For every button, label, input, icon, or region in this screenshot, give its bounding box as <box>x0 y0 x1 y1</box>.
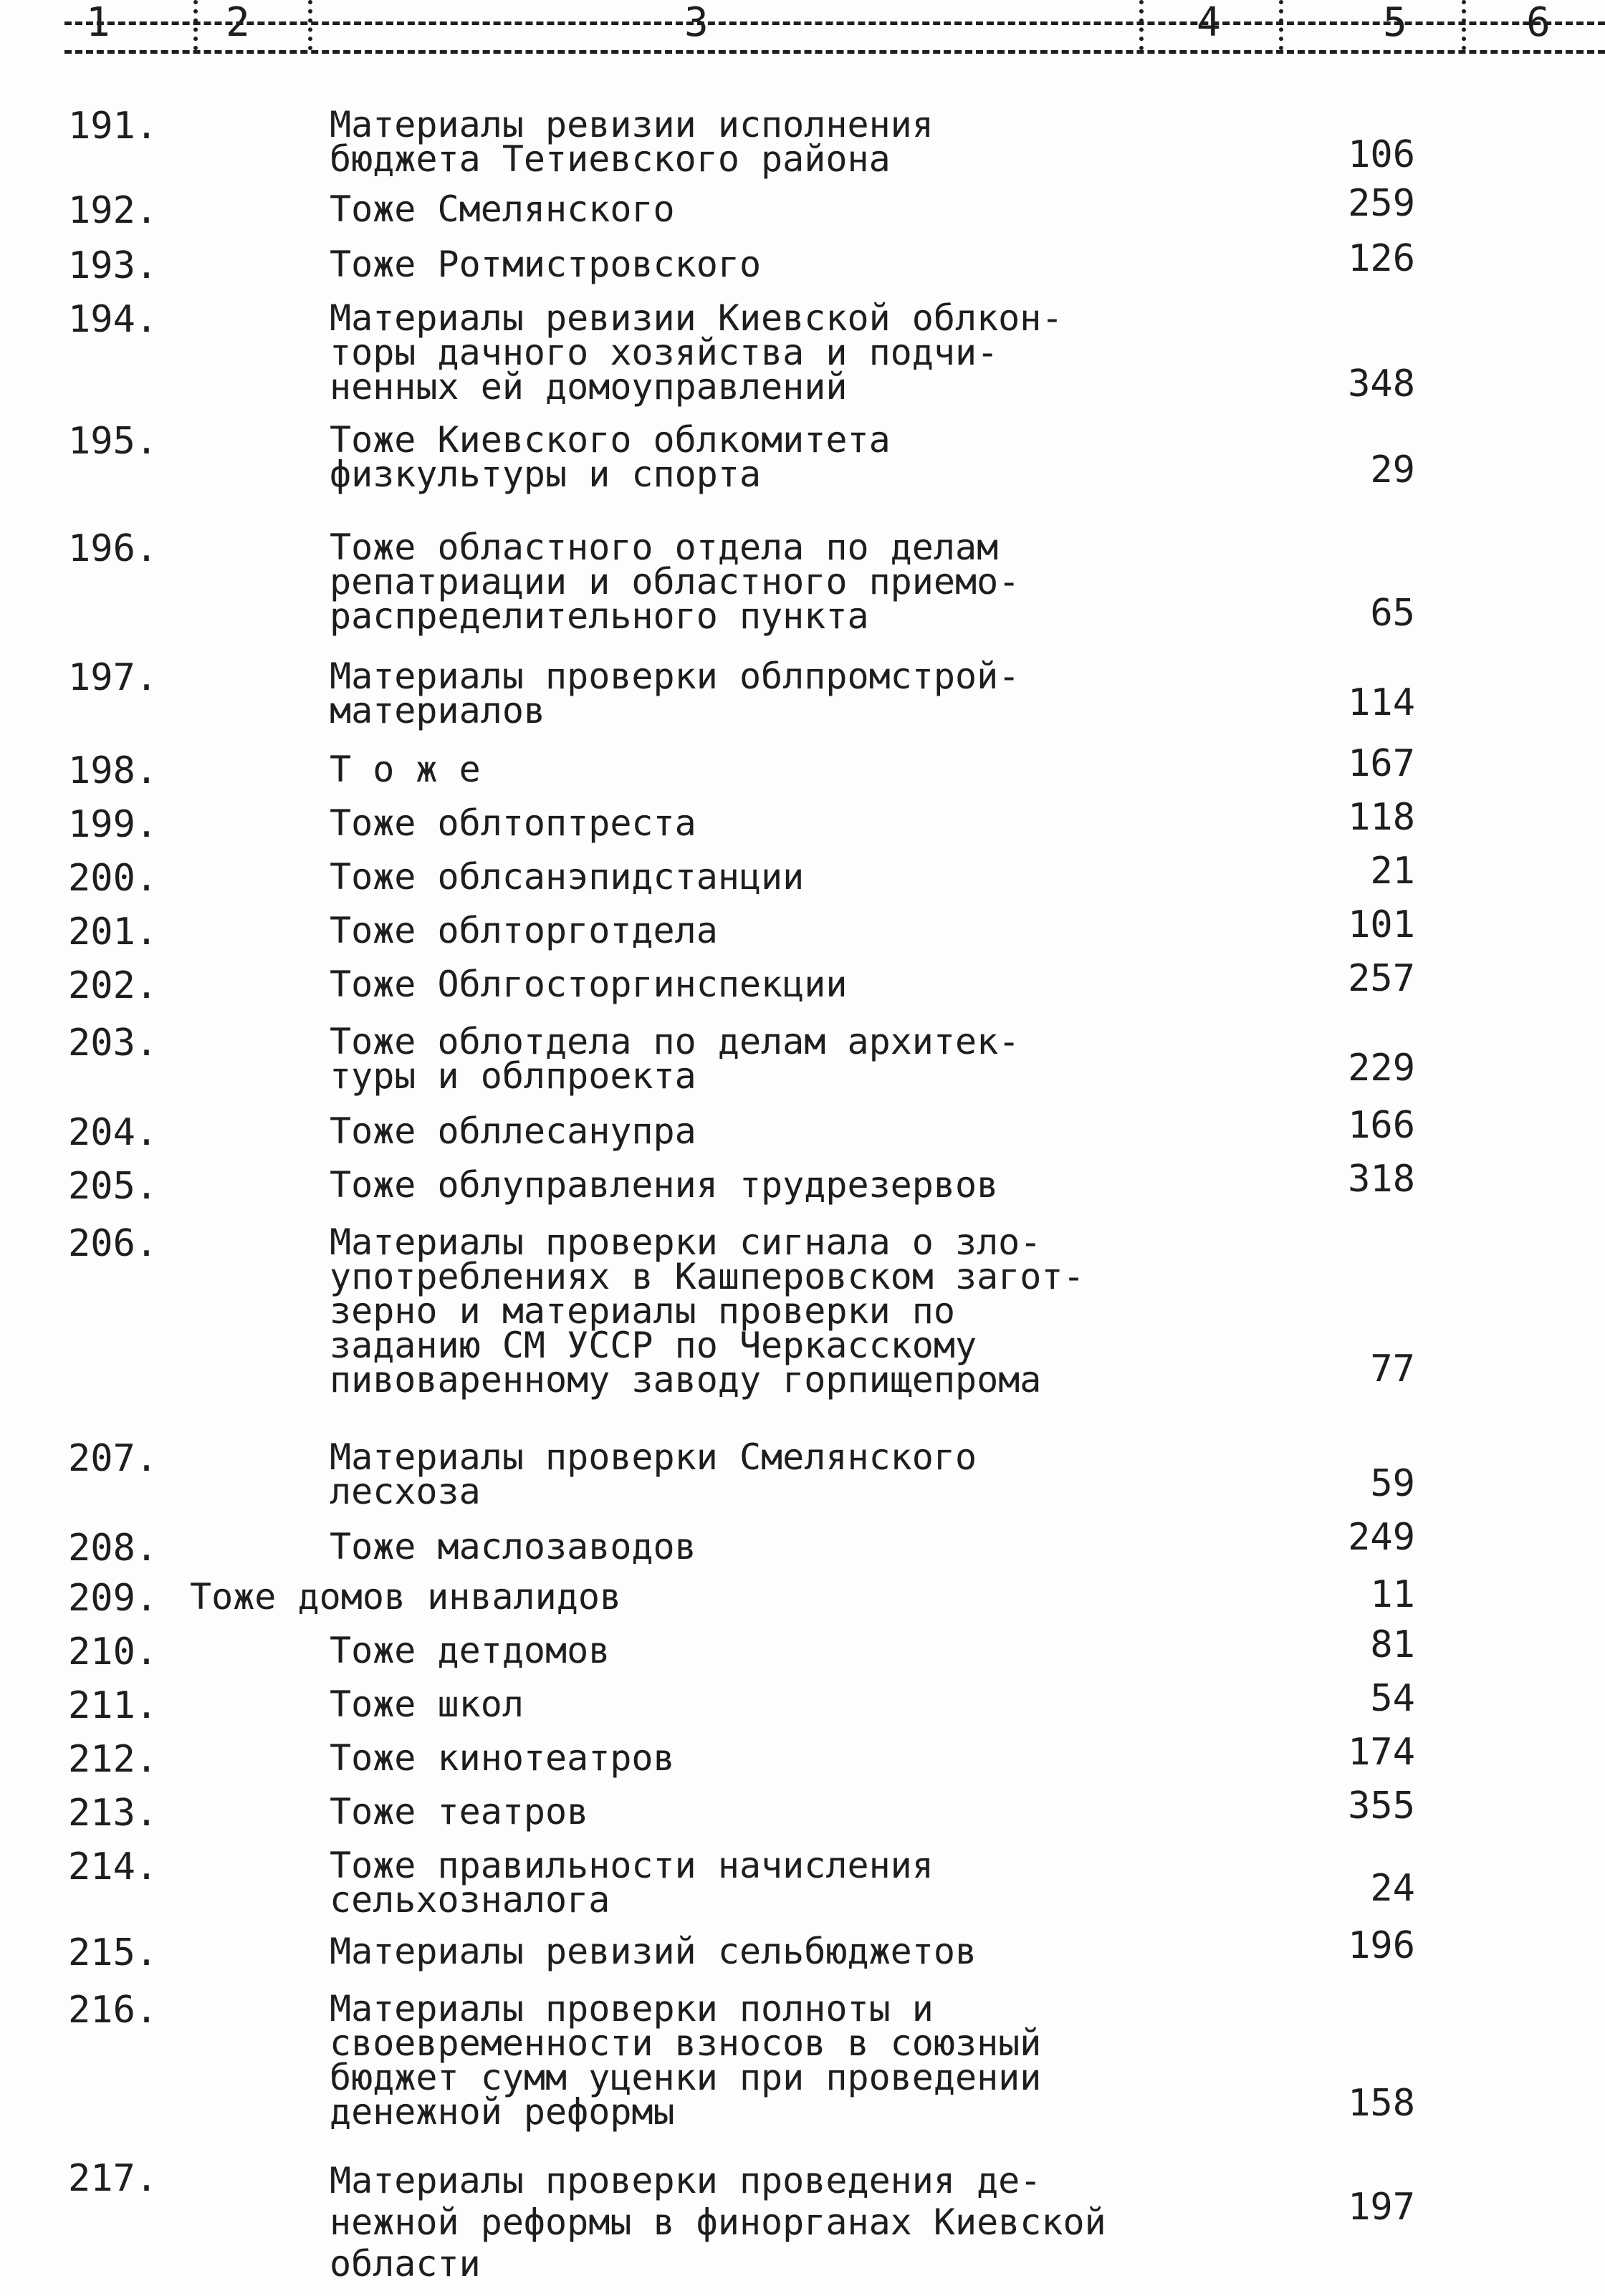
entry-sheet-count: 29 <box>1370 448 1415 491</box>
entry-description: Материалы ревизии исполнения бюджета Тетиевского района <box>330 104 934 180</box>
entry-sheet-count: 106 <box>1348 133 1415 176</box>
entry-description: Тоже детдомов <box>330 1630 610 1671</box>
entry-description: Тоже облтоптреста <box>330 802 696 844</box>
column-header-5: 5 <box>1383 0 1407 46</box>
entry-number: 206. <box>68 1222 158 1265</box>
entry-description: Материалы проверки Смелянского лесхоза <box>330 1436 977 1512</box>
entry-number: 197. <box>68 656 158 699</box>
column-divider <box>308 0 312 50</box>
entry-description: Тоже облторготдела <box>330 910 718 951</box>
header-rule-top <box>64 21 1605 25</box>
column-header-1: 1 <box>86 0 110 46</box>
entry-number: 195. <box>68 420 158 463</box>
entry-number: 194. <box>68 298 158 341</box>
entry-description: Тоже правильности начисления сельхозналога <box>330 1845 934 1921</box>
entry-sheet-count: 24 <box>1370 1867 1415 1910</box>
entry-number: 203. <box>68 1022 158 1065</box>
entry-sheet-count: 11 <box>1370 1573 1415 1616</box>
entry-description: Тоже театров <box>330 1791 589 1833</box>
entry-sheet-count: 65 <box>1370 592 1415 635</box>
entry-sheet-count: 126 <box>1348 237 1415 280</box>
column-divider <box>1462 0 1466 50</box>
entry-sheet-count: 158 <box>1348 2082 1415 2125</box>
column-divider <box>1139 0 1144 50</box>
entry-number: 201. <box>68 911 158 954</box>
entry-sheet-count: 174 <box>1348 1731 1415 1774</box>
column-header-4: 4 <box>1197 0 1221 46</box>
entry-sheet-count: 355 <box>1348 1785 1415 1827</box>
entry-number: 212. <box>68 1738 158 1781</box>
entry-description: Тоже Облгосторгинспекции <box>330 964 848 1005</box>
entry-description: Тоже домов инвалидов <box>190 1576 622 1618</box>
entry-number: 215. <box>68 1931 158 1974</box>
entry-number: 208. <box>68 1527 158 1570</box>
entry-sheet-count: 249 <box>1348 1516 1415 1559</box>
entry-number: 196. <box>68 527 158 570</box>
entry-sheet-count: 259 <box>1348 182 1415 225</box>
entry-number: 214. <box>68 1845 158 1888</box>
entry-description: Тоже кинотеатров <box>330 1737 675 1779</box>
entry-number: 199. <box>68 803 158 846</box>
entry-description: Тоже областного отдела по делам репатриации и областного приемо- распределительного пункта <box>330 527 1020 637</box>
entry-description: Материалы ревизий сельбюджетов <box>330 1931 977 1972</box>
entry-number: 216. <box>68 1989 158 2032</box>
entry-number: 217. <box>68 2157 158 2200</box>
column-header-3: 3 <box>684 0 709 46</box>
entry-description: Тоже облотдела по делам архитек- туры и облпроекта <box>330 1021 1020 1097</box>
entry-description: Тоже обллесанупра <box>330 1110 696 1152</box>
entry-number: 209. <box>68 1577 158 1620</box>
entry-description: Тоже маслозаводов <box>330 1526 696 1567</box>
entry-description: Материалы проверки полноты и своевременности взносов в союзный бюджет сумм уценки при проведении денежной реформы <box>330 1988 1042 2133</box>
entry-number: 200. <box>68 857 158 900</box>
entry-number: 202. <box>68 964 158 1007</box>
entry-description: Тоже облуправления трудрезервов <box>330 1164 999 1206</box>
entry-description: Материалы проверки облпромстрой- материалов <box>330 655 1020 731</box>
entry-sheet-count: 54 <box>1370 1677 1415 1720</box>
entry-number: 198. <box>68 749 158 792</box>
entry-description: Материалы проверки проведения де- нежной реформы в финорганах Киевской области <box>330 2160 1106 2285</box>
column-header-row <box>64 0 1605 57</box>
column-header-2: 2 <box>226 0 250 46</box>
entry-number: 193. <box>68 244 158 287</box>
entry-description: Тоже Смелянского <box>330 188 675 230</box>
entry-sheet-count: 166 <box>1348 1104 1415 1147</box>
entry-description: Т о ж е <box>330 749 481 790</box>
entry-sheet-count: 114 <box>1348 681 1415 724</box>
entry-number: 204. <box>68 1111 158 1154</box>
entry-number: 191. <box>68 105 158 148</box>
entry-sheet-count: 77 <box>1370 1348 1415 1390</box>
entry-description: Материалы проверки сигнала о зло- употреблениях в Кашперовском загот- зерно и материалы проверки по заданию СМ УССР по Черкасскому пивоваренному заводу горпищепрома <box>330 1221 1085 1401</box>
entry-sheet-count: 348 <box>1348 362 1415 405</box>
entry-description: Тоже облсанэпидстанции <box>330 856 805 898</box>
entry-sheet-count: 229 <box>1348 1047 1415 1090</box>
entry-sheet-count: 21 <box>1370 850 1415 893</box>
header-rule-bottom <box>64 50 1605 54</box>
entry-sheet-count: 318 <box>1348 1158 1415 1201</box>
entry-description: Тоже Ротмистровского <box>330 244 762 285</box>
entry-number: 205. <box>68 1165 158 1208</box>
entry-sheet-count: 59 <box>1370 1462 1415 1505</box>
entry-sheet-count: 197 <box>1348 2186 1415 2229</box>
entry-number: 207. <box>68 1437 158 1480</box>
entry-sheet-count: 101 <box>1348 903 1415 946</box>
entry-number: 210. <box>68 1630 158 1673</box>
entry-sheet-count: 118 <box>1348 796 1415 839</box>
entry-description: Материалы ревизии Киевской облкон- торы дачного хозяйства и подчи- ненных ей домоуправлений <box>330 297 1063 408</box>
entry-number: 213. <box>68 1792 158 1835</box>
entry-description: Тоже Киевского облкомитета физкультуры и спорта <box>330 419 891 495</box>
entry-sheet-count: 81 <box>1370 1623 1415 1666</box>
column-divider <box>193 0 198 50</box>
column-divider <box>1279 0 1283 50</box>
entry-number: 211. <box>68 1684 158 1727</box>
entry-description: Тоже школ <box>330 1683 524 1725</box>
entry-sheet-count: 196 <box>1348 1924 1415 1967</box>
entry-number: 192. <box>68 189 158 232</box>
column-header-6: 6 <box>1526 0 1551 46</box>
entry-sheet-count: 257 <box>1348 957 1415 1000</box>
entry-sheet-count: 167 <box>1348 742 1415 785</box>
